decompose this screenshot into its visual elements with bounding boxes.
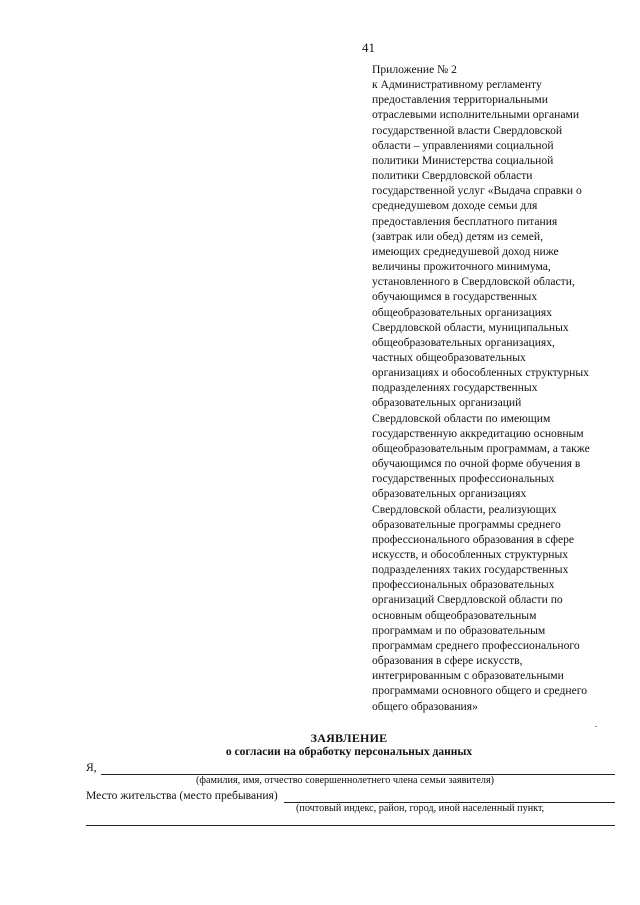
document-subtitle: о согласии на обработку персональных данных bbox=[225, 746, 473, 758]
appendix-line: подразделениях государственных bbox=[372, 381, 538, 395]
appendix-line: государственных профессиональных bbox=[372, 472, 555, 486]
appendix-line: предоставления территориальными bbox=[372, 93, 548, 107]
appendix-line: программам среднего профессионального bbox=[372, 638, 580, 652]
appendix-line: Свердловской области, реализующих bbox=[372, 502, 557, 516]
appendix-line: искусств, и обособленных структурных bbox=[372, 548, 569, 561]
appendix-line: организаций Свердловской области по bbox=[372, 593, 563, 607]
appendix-line: общеобразовательных организациях, bbox=[372, 335, 555, 349]
appendix-line: основным общеобразовательным bbox=[372, 608, 537, 622]
appendix-line: отраслевыми исполнительными органами bbox=[372, 108, 580, 122]
appendix-line: общеобразовательных организациях bbox=[372, 305, 553, 319]
appendix-line: Свердловской области по имеющим bbox=[372, 411, 551, 425]
appendix-line: политики Свердловской области bbox=[372, 169, 533, 183]
appendix-line: программами основного общего и среднего bbox=[372, 684, 588, 698]
appendix-line: образования в сфере искусств, bbox=[372, 654, 523, 668]
appendix-line: (завтрак или обед) детям из семей, bbox=[372, 229, 543, 243]
appendix-line: государственную аккредитацию основным bbox=[372, 426, 584, 440]
appendix-line: организациях и обособленных структурных bbox=[372, 366, 589, 380]
appendix-block bbox=[372, 62, 627, 714]
appendix-line: профессионального образования в сфере bbox=[372, 532, 575, 546]
appendix-line: к Административному регламенту bbox=[372, 78, 542, 92]
name-field-hint: (фамилия, имя, отчество совершеннолетнего члена семьи заявителя) bbox=[196, 775, 495, 786]
appendix-line: государственной власти Свердловской bbox=[372, 123, 563, 137]
appendix-line: Приложение № 2 bbox=[372, 63, 457, 76]
appendix-line: величины прожиточного минимума, bbox=[372, 260, 551, 274]
appendix-line: программам и по образовательным bbox=[372, 623, 546, 637]
appendix-line: общеобразовательным программам, а также bbox=[372, 441, 590, 455]
appendix-line: интегрированным с образовательными bbox=[372, 669, 564, 683]
page-number: 41 bbox=[362, 40, 375, 55]
appendix-line: среднедушевом доходе семьи для bbox=[372, 199, 538, 213]
appendix-line: обучающимся по очной форме обучения в bbox=[372, 457, 581, 471]
appendix-line: образовательные программы среднего bbox=[372, 517, 561, 531]
appendix-line: Свердловской области, муниципальных bbox=[372, 320, 569, 334]
appendix-line: обучающимся в государственных bbox=[372, 290, 538, 304]
appendix-line: профессиональных образовательных bbox=[372, 578, 555, 592]
appendix-line: установленного в Свердловской области, bbox=[372, 275, 575, 289]
appendix-line: имеющих среднедушевой доход ниже bbox=[372, 244, 559, 258]
appendix-line: предоставления бесплатного питания bbox=[372, 214, 558, 228]
appendix-line: образовательных организаций bbox=[372, 396, 522, 410]
address-field-hint: (почтовый индекс, район, город, иной населенный пункт, bbox=[296, 803, 545, 814]
appendix-line: общего образования» bbox=[372, 699, 478, 713]
appendix-line: области – управлениями социальной bbox=[372, 138, 554, 152]
appendix-line: политики Министерства социальной bbox=[372, 153, 554, 167]
i-label: Я, bbox=[86, 761, 97, 774]
scan-mark bbox=[595, 726, 597, 727]
appendix-line: государственной услуг «Выдача справки о bbox=[372, 184, 582, 198]
document-title: ЗАЯВЛЕНИЕ bbox=[310, 731, 388, 745]
address-field-line[interactable] bbox=[86, 825, 615, 826]
residence-label: Место жительства (место пребывания) bbox=[86, 789, 278, 802]
appendix-line: образовательных организациях bbox=[372, 487, 527, 501]
appendix-line: частных общеобразовательных bbox=[372, 350, 526, 364]
appendix-line: подразделениях таких государственных bbox=[372, 563, 569, 577]
